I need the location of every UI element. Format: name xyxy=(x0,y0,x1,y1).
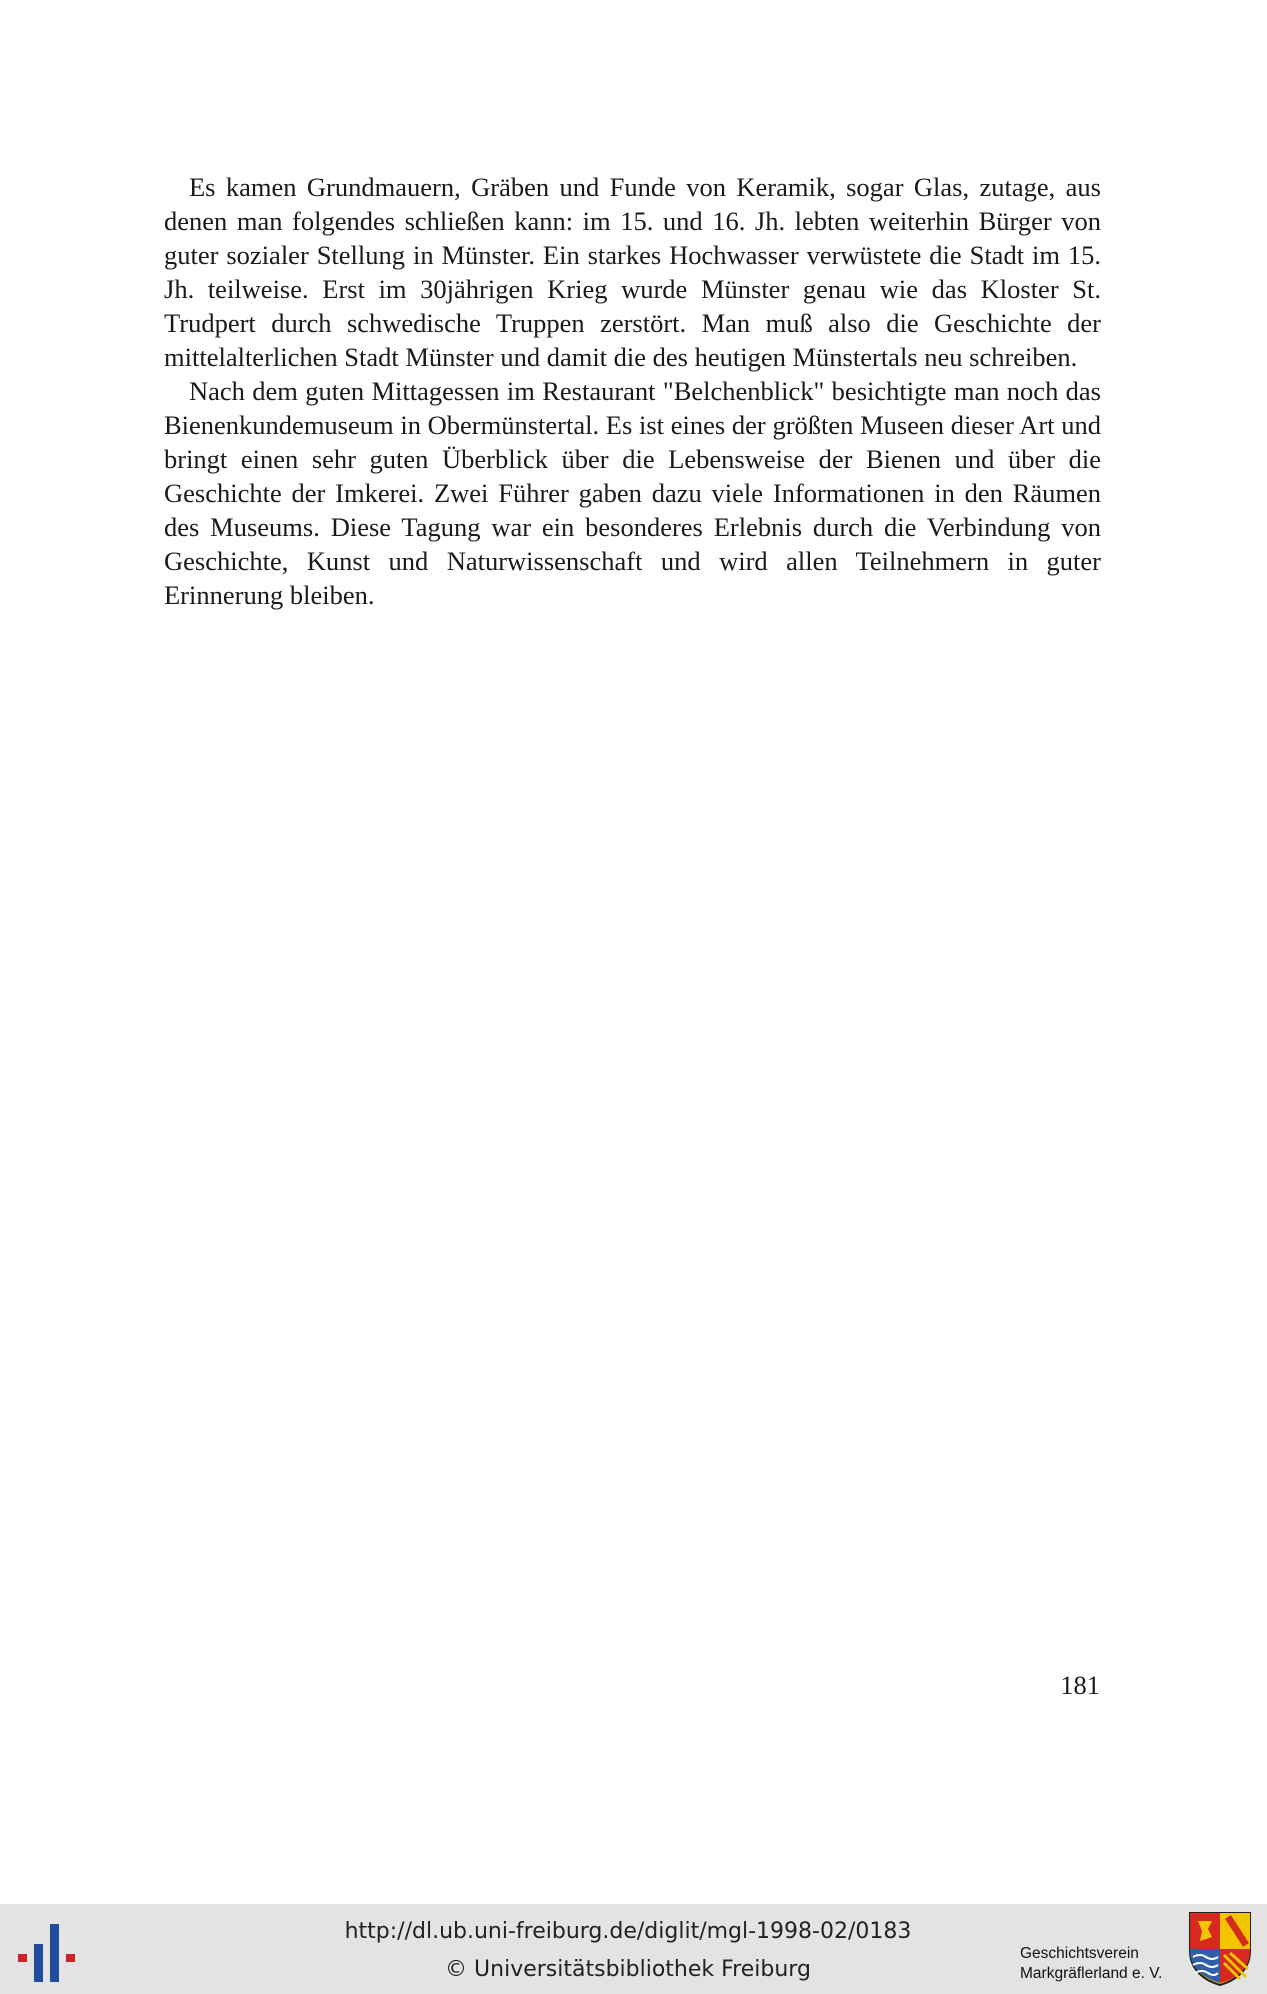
coat-of-arms-icon xyxy=(1188,1911,1252,1987)
paragraph-2: Nach dem guten Mittagessen im Restaurant "Belchenblick" besichtigte man noch das Bienenkundemuseum in Obermünstertal. Es ist eines der größten Museen dieser Art und bringt einen sehr guten Überblick über die Lebensweise der Bienen und über die Geschichte der Imkerei. Zwei Führer gaben dazu viele Informationen in den Räumen des Museums. Diese Tagung war ein besonderes Erlebnis durch die Verbindung von Geschichte, Kunst und Naturwissenschaft und wird allen Teilnehmern in guter Erinnerung bleiben. xyxy=(164,376,1101,610)
footer-bar xyxy=(0,1904,1267,1994)
document-body xyxy=(164,170,1101,612)
permalink-url[interactable]: http://dl.ub.uni-freiburg.de/diglit/mgl-1998-02/0183 xyxy=(344,1919,912,1944)
copyright-notice: © Universitätsbibliothek Freiburg xyxy=(445,1957,811,1982)
page-number: 181 xyxy=(1060,1670,1100,1700)
society-name xyxy=(1020,1944,1185,1984)
digital-library-logo-icon[interactable] xyxy=(14,1916,84,1986)
society-name-line-2: Markgräflerland e. V. xyxy=(1020,1965,1163,1982)
paragraph-1: Es kamen Grundmauern, Gräben und Funde von Keramik, sogar Glas, zutage, aus denen man folgendes schließen kann: im 15. und 16. Jh. lebten weiterhin Bürger von guter sozialer Stellung in Münster. Ein starkes Hochwasser verwüstete die Stadt im 15. Jh. teilweise. Erst im 30jährigen Krieg wurde Münster genau wie das Kloster St. Trudpert durch schwedische Truppen zerstört. Man muß also die Geschichte der mittelalterlichen Stadt Münster und damit die des heutigen Münstertals neu schreiben. xyxy=(164,172,1101,372)
society-name-line-1: Geschichtsverein xyxy=(1020,1945,1139,1962)
